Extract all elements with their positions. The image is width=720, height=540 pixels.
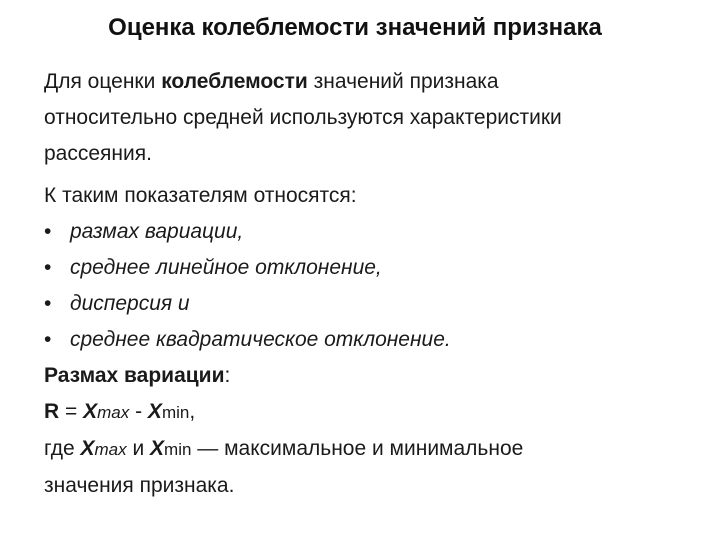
range-heading [44, 358, 694, 394]
where-and: и [126, 437, 151, 460]
slide-body [44, 64, 694, 504]
where-rest: — максимальное и минимальное [191, 437, 524, 460]
bullet-dot-icon: • [44, 256, 52, 279]
intro-line-2: относительно средней используются характеристики [44, 106, 562, 129]
formula-minus: - [129, 400, 148, 423]
formula-tail: , [189, 400, 196, 423]
where-x-max: X [80, 437, 95, 460]
formula-explanation [44, 431, 694, 468]
bullet-dot-icon: • [44, 292, 52, 315]
intro-text-c: значений признака [307, 70, 499, 93]
bullet-text: среднее квадратическое отклонение. [70, 328, 451, 351]
slide-title: Оценка колеблемости значений признака [108, 14, 602, 41]
formula-max-sub: max [97, 403, 130, 422]
bullet-item [44, 322, 694, 358]
bullet-dot-icon: • [44, 220, 52, 243]
range-formula [44, 394, 694, 431]
intro-line-3: рассеяния. [44, 142, 152, 165]
intro-text-a: Для оценки [44, 70, 162, 93]
range-heading-text: Размах вариации [44, 364, 225, 387]
last-line: значения признака. [44, 474, 235, 497]
formula-x-min: X [147, 400, 162, 423]
bullet-item [44, 214, 694, 250]
bullet-dot-icon: • [44, 328, 52, 351]
intro-keyword: колеблемости [161, 70, 308, 93]
bullet-text: дисперсия и [70, 292, 190, 315]
where-prefix: где [44, 437, 81, 460]
where-min-sub: min [164, 440, 192, 459]
intro-line-1 [44, 64, 694, 100]
formula-r: R [44, 400, 60, 423]
formula-x-max: X [83, 400, 98, 423]
formula-eq: = [59, 400, 84, 423]
range-heading-colon: : [224, 364, 231, 387]
bullet-item [44, 250, 694, 286]
where-x-min: X [150, 437, 165, 460]
indicators-lead: К таким показателям относятся: [44, 184, 357, 207]
bullet-text: среднее линейное отклонение, [70, 256, 382, 279]
formula-min-sub: min [161, 403, 190, 422]
where-max-sub: max [94, 440, 127, 459]
bullet-item [44, 286, 694, 322]
bullet-text: размах вариации, [70, 220, 244, 243]
